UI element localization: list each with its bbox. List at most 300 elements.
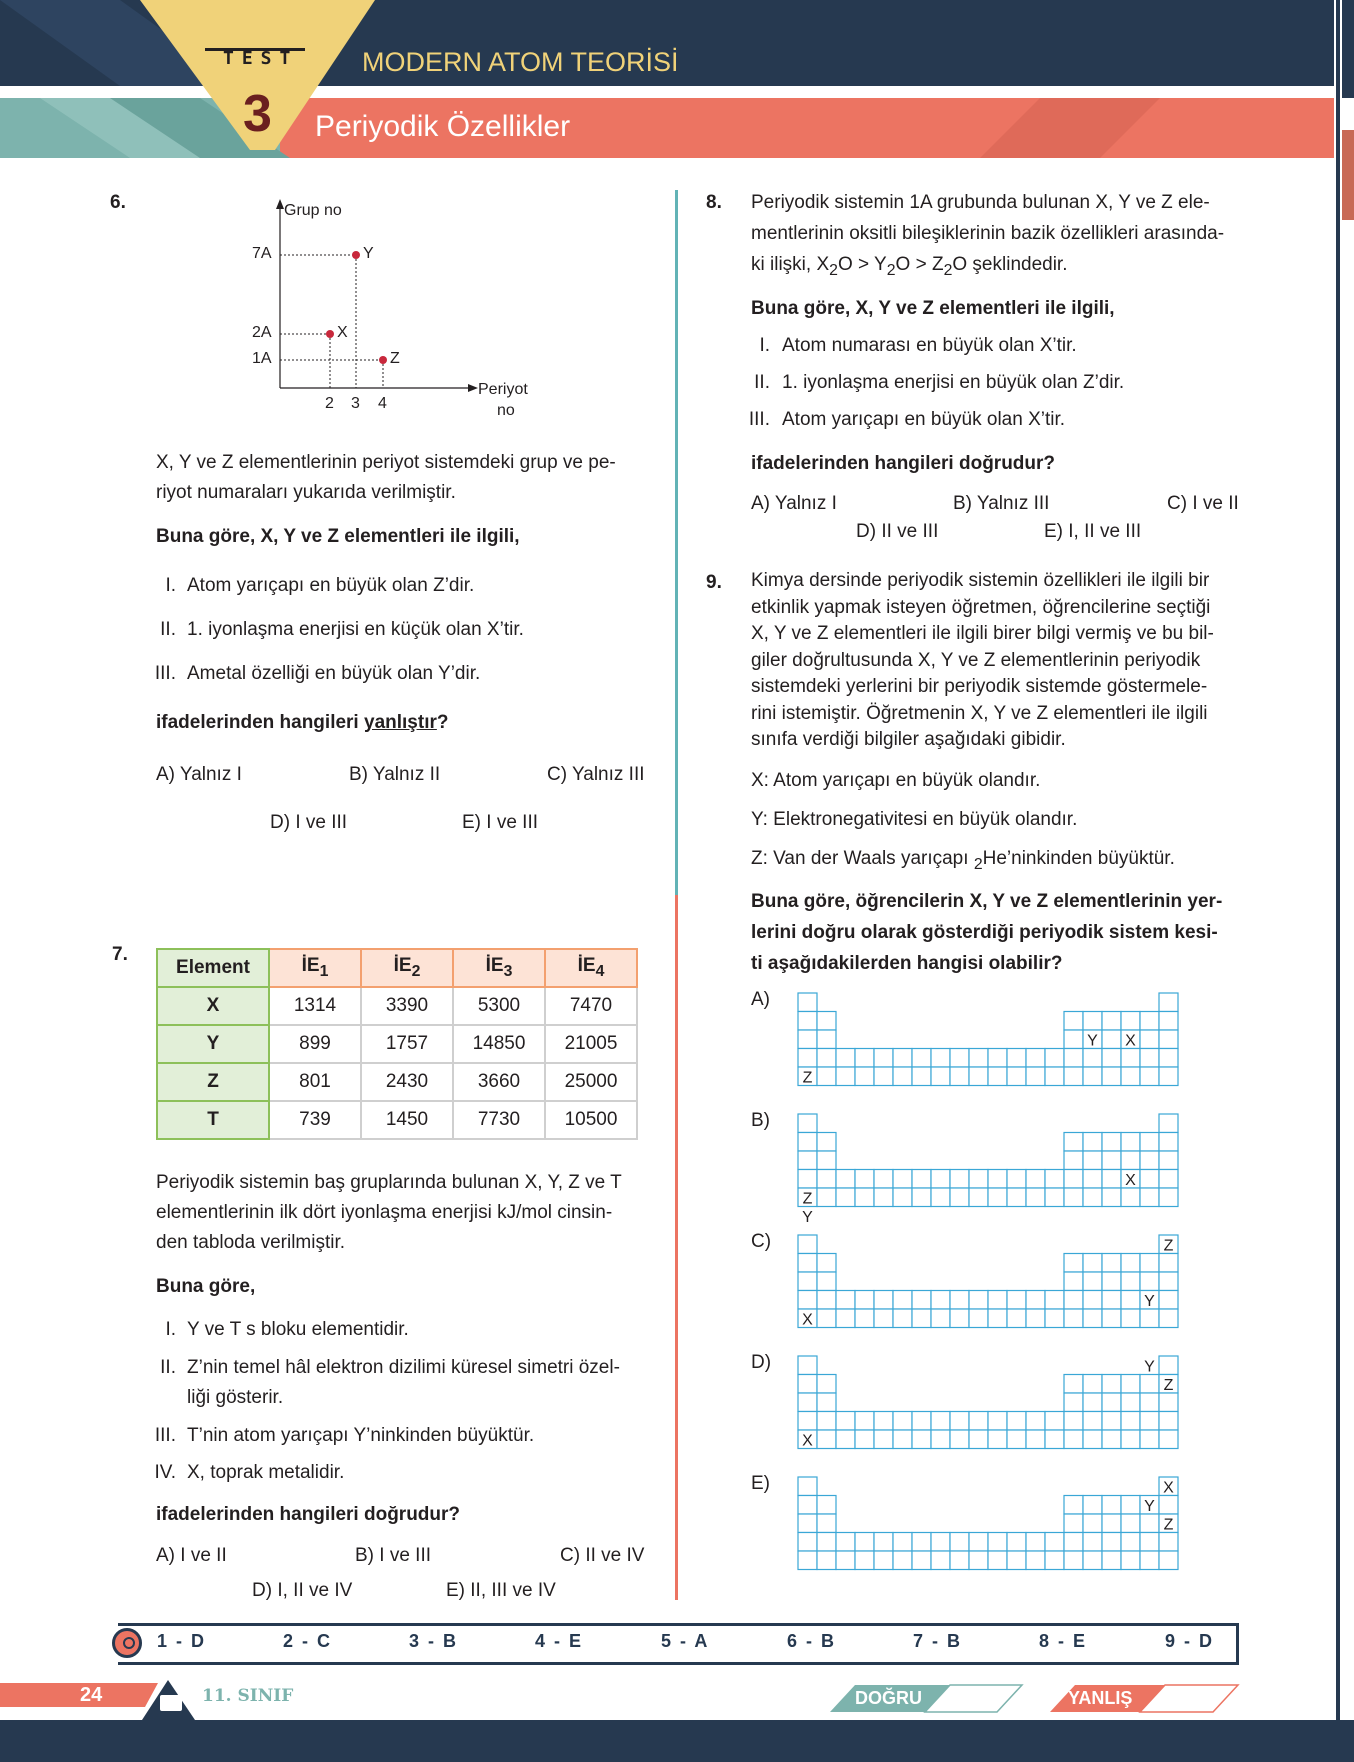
test-label: TEST: [223, 48, 299, 69]
pt-cell: [1159, 1151, 1178, 1170]
pt-cell: [1102, 1393, 1121, 1412]
q8-question: ifadelerinden hangileri doğrudur?: [751, 453, 1056, 474]
pt-cell: [950, 1533, 969, 1552]
pt-cell: [893, 1412, 912, 1431]
column-divider-bottom: [675, 895, 678, 1600]
pt-cell: [969, 1309, 988, 1328]
pt-cell: [855, 1412, 874, 1431]
pt-cell: [1007, 1049, 1026, 1068]
pt-cell: [1140, 1430, 1159, 1449]
pt-cell: [1102, 1533, 1121, 1552]
pt-cell: [950, 1291, 969, 1310]
table-cell: T: [157, 1101, 269, 1139]
pt-cell: [1083, 1514, 1102, 1533]
q6-option-c[interactable]: C) Yalnız III: [547, 764, 645, 785]
pt-cell: [1045, 1067, 1064, 1086]
pt-cell: [798, 1291, 817, 1310]
q9-table-d: [795, 1353, 1195, 1458]
q7-intro-2: elementlerinin ilk dört iyonlaşma enerjisi kJ/mol cinsin-: [156, 1202, 613, 1223]
pt-cell: [1026, 1291, 1045, 1310]
q6-number: 6.: [110, 192, 126, 213]
pt-label-x: X: [802, 1311, 813, 1329]
header-decoration: [0, 0, 1354, 160]
pt-cell: [912, 1188, 931, 1207]
answer-4: 4 - E: [535, 1631, 584, 1651]
pt-cell: [1140, 1514, 1159, 1533]
q8-option-e[interactable]: E) I, II ve III: [1044, 521, 1142, 542]
pt-cell: [1102, 1514, 1121, 1533]
pt-cell: [836, 1188, 855, 1207]
q8-s2-num: II.: [754, 372, 770, 393]
pt-cell: [969, 1188, 988, 1207]
pt-cell: [1083, 1170, 1102, 1189]
pt-cell: [817, 1188, 836, 1207]
pt-cell: [817, 1514, 836, 1533]
pt-cell: [874, 1533, 893, 1552]
pt-label-y: Y: [1144, 1358, 1155, 1376]
pt-label-y: Y: [1144, 1498, 1155, 1515]
q8-s2-text: 1. iyonlaşma enerjisi en büyük olan Z’dir.: [782, 372, 1125, 393]
q6-s2-text: 1. iyonlaşma enerjisi en küçük olan X’tir.: [187, 619, 524, 640]
pt-cell: [798, 1254, 817, 1273]
q8-option-b[interactable]: B) Yalnız III: [953, 493, 1050, 514]
pt-cell: [874, 1291, 893, 1310]
pt-cell: [1083, 1412, 1102, 1431]
pt-cell: [1140, 1151, 1159, 1170]
pt-cell: [817, 1049, 836, 1068]
pt-cell: [893, 1551, 912, 1570]
q7-question: ifadelerinden hangileri doğrudur?: [156, 1504, 461, 1525]
q7-s2-num: II.: [160, 1357, 176, 1378]
pt-cell: [798, 1170, 817, 1189]
table-header-ie3: $İE_3$: [453, 949, 545, 987]
grade-label: 11. SINIF: [202, 1686, 294, 1706]
q8-option-d[interactable]: D) II ve III: [856, 521, 939, 542]
q6-tick-1a: 1A: [252, 350, 272, 367]
pt-cell: [1083, 1049, 1102, 1068]
pt-cell: [1159, 1272, 1178, 1291]
pt-cell: [1007, 1533, 1026, 1552]
pt-cell: [798, 1272, 817, 1291]
pt-cell: [817, 1393, 836, 1412]
pt-cell: [1064, 1393, 1083, 1412]
pt-cell: [1064, 1496, 1083, 1515]
pt-cell: [969, 1533, 988, 1552]
pt-cell: [1064, 1375, 1083, 1394]
pt-cell: [1007, 1067, 1026, 1086]
q7-s3-num: III.: [154, 1425, 176, 1446]
pt-cell: [912, 1551, 931, 1570]
pt-cell: [988, 1551, 1007, 1570]
q7-option-e[interactable]: E) II, III ve IV: [446, 1580, 556, 1601]
q9-lead-3: ti aşağıdakilerden hangisi olabilir?: [751, 953, 1063, 974]
q8-option-c[interactable]: C) I ve II: [1167, 493, 1239, 514]
pt-cell: [931, 1309, 950, 1328]
pt-cell: [1159, 1496, 1178, 1515]
q8-s1-num: I.: [759, 335, 770, 356]
q7-option-c[interactable]: C) II ve IV: [560, 1545, 645, 1566]
q6-point-z: [379, 356, 387, 364]
q9-option-a[interactable]: A): [751, 989, 770, 1010]
pt-cell: [988, 1291, 1007, 1310]
pt-cell: [1026, 1412, 1045, 1431]
pt-cell: [1026, 1170, 1045, 1189]
table-cell: 21005: [545, 1025, 637, 1063]
q6-option-a[interactable]: A) Yalnız I: [156, 764, 242, 785]
q6-intro-2: riyot numaraları yukarıda verilmiştir.: [156, 482, 456, 503]
pt-cell: [1083, 1188, 1102, 1207]
table-cell: X: [157, 987, 269, 1025]
pt-cell: [1102, 1291, 1121, 1310]
pt-label-z: Z: [1163, 1516, 1174, 1534]
q7-option-b[interactable]: B) I ve III: [355, 1545, 432, 1566]
q9-lead-2: lerini doğru olarak gösterdiği periyodik sistem kesi-: [751, 922, 1218, 943]
pt-cell: [1083, 1272, 1102, 1291]
pt-label-x: X: [1125, 1172, 1136, 1189]
pt-cell: [1083, 1133, 1102, 1152]
table-cell: 25000: [545, 1063, 637, 1101]
pt-cell: [1083, 1254, 1102, 1273]
pt-cell: [1064, 1412, 1083, 1431]
q6-graph: [240, 195, 560, 425]
pt-cell: [1064, 1309, 1083, 1328]
pt-cell: [798, 1049, 817, 1068]
q7-s4-num: IV.: [154, 1462, 176, 1483]
pt-cell: [950, 1170, 969, 1189]
q7-option-d[interactable]: D) I, II ve IV: [252, 1580, 353, 1601]
pt-cell: [817, 1291, 836, 1310]
pt-cell: [855, 1170, 874, 1189]
table-row: [157, 1025, 637, 1063]
pt-cell: [1064, 1514, 1083, 1533]
pt-cell: [1064, 1291, 1083, 1310]
q6-label-z: Z: [390, 350, 400, 367]
pt-cell: [1064, 1133, 1083, 1152]
pt-cell: [1159, 1133, 1178, 1152]
pt-cell: [1007, 1412, 1026, 1431]
pt-cell: [1102, 1496, 1121, 1515]
q6-s2-num: II.: [160, 619, 176, 640]
pt-cell: [1121, 1188, 1140, 1207]
q6-label-x: X: [337, 324, 348, 341]
pt-cell: [1083, 1393, 1102, 1412]
q8-lead: Buna göre, X, Y ve Z elementleri ile ilgili,: [751, 298, 1115, 319]
pt-cell: [1102, 1170, 1121, 1189]
pt-cell: [969, 1412, 988, 1431]
pt-cell: [1159, 1356, 1178, 1375]
pt-label-z: Z: [802, 1069, 813, 1087]
pt-cell: [988, 1188, 1007, 1207]
q8-s1-text: Atom numarası en büyük olan X’tir.: [782, 335, 1077, 356]
pt-cell: [798, 1375, 817, 1394]
pt-cell: [1140, 1133, 1159, 1152]
q6-option-d[interactable]: D) I ve III: [270, 812, 348, 833]
table-header-row: [157, 949, 637, 987]
pt-cell: [798, 1551, 817, 1570]
pt-cell: [1102, 1309, 1121, 1328]
table-row: [157, 1063, 637, 1101]
q9-intro: [751, 568, 1214, 754]
table-cell: 2430: [361, 1063, 453, 1101]
sidebar-tab-coral: [1342, 130, 1354, 220]
pt-cell: [988, 1067, 1007, 1086]
pt-cell: [1083, 1496, 1102, 1515]
pt-cell: [1007, 1430, 1026, 1449]
table-cell: 10500: [545, 1101, 637, 1139]
pt-cell: [950, 1430, 969, 1449]
pt-cell: [1121, 1151, 1140, 1170]
pt-cell: [1064, 1272, 1083, 1291]
pt-cell: [798, 1235, 817, 1254]
pt-cell: [1159, 1030, 1178, 1049]
pt-label-z: Z: [1163, 1377, 1174, 1394]
q6-question: ifadelerinden hangileri yanlıştır?: [156, 712, 449, 733]
pt-cell: [1064, 1188, 1083, 1207]
pt-cell: [931, 1049, 950, 1068]
pt-cell: [1064, 1012, 1083, 1031]
pt-cell: [1140, 1272, 1159, 1291]
pt-cell: [1064, 1170, 1083, 1189]
q6-point-y: [352, 251, 360, 259]
pt-cell: [893, 1049, 912, 1068]
pt-cell: [1140, 1012, 1159, 1031]
pt-cell: [1064, 1067, 1083, 1086]
table-cell: 3390: [361, 987, 453, 1025]
table-cell: Y: [157, 1025, 269, 1063]
pt-cell: [817, 1496, 836, 1515]
pt-cell: [969, 1067, 988, 1086]
table-header-ie1: $İE_1$: [269, 949, 361, 987]
pt-cell: [798, 1393, 817, 1412]
pt-cell: [1159, 1533, 1178, 1552]
table-header-element: Element: [157, 949, 269, 987]
pt-cell: [912, 1291, 931, 1310]
table-cell: 899: [269, 1025, 361, 1063]
pt-cell: [836, 1309, 855, 1328]
answer-6: 6 - B: [787, 1631, 837, 1651]
pt-cell: [855, 1551, 874, 1570]
pt-label-y: Y: [1087, 1032, 1098, 1050]
pt-cell: [874, 1309, 893, 1328]
pt-cell: [1045, 1291, 1064, 1310]
q8-intro-2: mentlerinin oksitli bileşiklerinin bazik özellikleri arasında-: [751, 223, 1225, 244]
pt-cell: [1064, 1533, 1083, 1552]
pt-cell: [1083, 1012, 1102, 1031]
pt-cell: [1026, 1309, 1045, 1328]
pt-cell: [1026, 1049, 1045, 1068]
table-cell: 7470: [545, 987, 637, 1025]
pt-cell: [912, 1533, 931, 1552]
q9-intro-line: X, Y ve Z elementleri ile ilgili birer bilgi vermiş ve bu bil-: [751, 623, 1214, 644]
pt-cell: [874, 1067, 893, 1086]
table-cell: 3660: [453, 1063, 545, 1101]
pt-label-x: X: [1125, 1032, 1136, 1050]
sidebar-tab-navy: [1342, 0, 1354, 98]
q6-s3-num: III.: [154, 663, 176, 684]
answer-9: 9 - D: [1165, 1631, 1215, 1651]
pt-cell: [855, 1430, 874, 1449]
q9-intro-line: sınıfa verdiği bilgiler aşağıdaki gibidir.: [751, 729, 1066, 750]
table-cell: 1757: [361, 1025, 453, 1063]
pt-cell: [817, 1012, 836, 1031]
pt-cell: [1159, 1170, 1178, 1189]
pt-cell: [1045, 1430, 1064, 1449]
pt-cell: [1159, 993, 1178, 1012]
pt-cell: [855, 1309, 874, 1328]
pt-cell: [1159, 1188, 1178, 1207]
pt-cell: [1159, 1067, 1178, 1086]
q8-intro-1: Periyodik sistemin 1A grubunda bulunan X, Y ve Z ele-: [751, 192, 1210, 213]
pt-cell: [1121, 1393, 1140, 1412]
pt-cell: [969, 1291, 988, 1310]
pt-cell: [1064, 1551, 1083, 1570]
q9-clue-y: Y: Elektronegativitesi en büyük olandır.: [751, 809, 1078, 830]
pt-cell: [1102, 1412, 1121, 1431]
pt-cell: [798, 1533, 817, 1552]
pt-cell: [1159, 1114, 1178, 1133]
pt-cell: [1121, 1049, 1140, 1068]
q9-number: 9.: [706, 572, 722, 593]
pt-cell: [798, 1477, 817, 1496]
q9-lead-1: Buna göre, öğrencilerin X, Y ve Z elementlerinin yer-: [751, 891, 1223, 912]
pt-cell: [969, 1551, 988, 1570]
pt-cell: [1045, 1412, 1064, 1431]
q9-option-c[interactable]: C): [751, 1231, 772, 1252]
pt-cell: [1102, 1272, 1121, 1291]
q6-option-b[interactable]: B) Yalnız II: [349, 764, 441, 785]
q6-lead: Buna göre, X, Y ve Z elementleri ile ilgili,: [156, 526, 520, 547]
pt-cell: [1045, 1188, 1064, 1207]
pt-cell: [855, 1188, 874, 1207]
pt-cell: [931, 1067, 950, 1086]
q9-option-d[interactable]: D): [751, 1352, 772, 1373]
pt-cell: [950, 1412, 969, 1431]
pt-cell: [1045, 1533, 1064, 1552]
pt-cell: [1159, 1412, 1178, 1431]
pt-cell: [950, 1309, 969, 1328]
pt-cell: [988, 1533, 1007, 1552]
q7-option-a[interactable]: A) I ve II: [156, 1545, 227, 1566]
pt-cell: [969, 1430, 988, 1449]
pt-label-x: X: [1163, 1479, 1174, 1497]
pt-cell: [817, 1412, 836, 1431]
pt-cell: [1102, 1133, 1121, 1152]
q7-intro-1: Periyodik sistemin baş gruplarında bulunan X, Y, Z ve T: [156, 1172, 622, 1193]
answer-7: 7 - B: [913, 1631, 963, 1651]
q9-option-e[interactable]: E): [751, 1473, 770, 1494]
q9-intro-line: sistemdeki yerlerini bir periyodik sistemde göstermele-: [751, 676, 1208, 697]
pt-cell: [988, 1412, 1007, 1431]
pt-cell: [1083, 1533, 1102, 1552]
q8-option-a[interactable]: A) Yalnız I: [751, 493, 837, 514]
table-row: [157, 987, 637, 1025]
pt-cell: [1140, 1030, 1159, 1049]
pt-cell: [1102, 1375, 1121, 1394]
pt-cell: [817, 1170, 836, 1189]
pt-cell: [1159, 1309, 1178, 1328]
pt-label-z: Z: [1163, 1237, 1174, 1255]
table-cell: 7730: [453, 1101, 545, 1139]
pt-cell: [836, 1291, 855, 1310]
pt-cell: [874, 1412, 893, 1431]
pt-cell: [1083, 1375, 1102, 1394]
pt-cell: [893, 1188, 912, 1207]
q7-intro-3: den tabloda verilmiştir.: [156, 1232, 346, 1253]
pt-cell: [1140, 1188, 1159, 1207]
pt-cell: [798, 1114, 817, 1133]
book-icon: [160, 1695, 182, 1711]
pt-cell: [836, 1533, 855, 1552]
q6-option-e[interactable]: E) I ve III: [462, 812, 539, 833]
q7-s4-text: X, toprak metalidir.: [187, 1462, 345, 1483]
pt-cell: [931, 1412, 950, 1431]
pt-cell: [1140, 1412, 1159, 1431]
pt-cell: [1159, 1430, 1178, 1449]
pt-cell: [1159, 1049, 1178, 1068]
pt-cell: [1140, 1393, 1159, 1412]
pt-cell: [817, 1151, 836, 1170]
pt-cell: [798, 1356, 817, 1375]
pt-cell: [855, 1533, 874, 1552]
q6-x-axis-label-2: no: [497, 402, 515, 419]
q9-intro-line: Kimya dersinde periyodik sistemin özellikleri ile ilgili bir: [751, 570, 1210, 591]
pt-cell: [798, 1012, 817, 1031]
pt-cell: [969, 1049, 988, 1068]
pt-cell: [969, 1170, 988, 1189]
q6-tick-2: 2: [325, 395, 334, 412]
pt-label-x: X: [802, 1432, 813, 1450]
q8-s3-text: Atom yarıçapı en büyük olan X’tir.: [782, 409, 1066, 430]
q9-option-b[interactable]: B): [751, 1110, 770, 1131]
q9-clue-z: Z: Van der Waals yarıçapı $_2$He’ninkinden büyüktür.: [751, 848, 1175, 873]
pt-cell: [817, 1254, 836, 1273]
pt-cell: [1102, 1188, 1121, 1207]
answer-5: 5 - A: [661, 1631, 710, 1651]
q9-intro-line: giler doğrultusunda X, Y ve Z elementlerinin periyodik: [751, 649, 1201, 671]
pt-cell: [912, 1412, 931, 1431]
pt-cell: [1007, 1551, 1026, 1570]
pt-cell: [855, 1291, 874, 1310]
pt-cell: [1121, 1254, 1140, 1273]
pt-cell: [798, 1030, 817, 1049]
q7-lead: Buna göre,: [156, 1276, 256, 1297]
pt-cell: [855, 1067, 874, 1086]
q7-s2-text-cont: liği gösterir.: [187, 1387, 284, 1408]
pt-cell: [893, 1291, 912, 1310]
q6-tick-7a: 7A: [252, 245, 272, 262]
pt-label-y: Y: [802, 1209, 813, 1226]
q8-number: 8.: [706, 192, 722, 213]
q6-x-axis-label: Periyot: [478, 381, 528, 398]
q9-table-e: [795, 1474, 1195, 1579]
table-cell: 801: [269, 1063, 361, 1101]
pt-cell: [817, 1430, 836, 1449]
pt-cell: [988, 1430, 1007, 1449]
pt-cell: [1121, 1533, 1140, 1552]
sidebar-line: [1336, 0, 1340, 1762]
pt-cell: [798, 1151, 817, 1170]
pt-cell: [1159, 1551, 1178, 1570]
q6-intro-1: X, Y ve Z elementlerinin periyot sistemdeki grup ve pe-: [156, 452, 616, 473]
pt-cell: [1140, 1049, 1159, 1068]
pt-cell: [1102, 1430, 1121, 1449]
pt-cell: [836, 1049, 855, 1068]
q6-label-y: Y: [363, 245, 374, 262]
pt-cell: [1026, 1188, 1045, 1207]
answer-3: 3 - B: [409, 1631, 459, 1651]
correct-label: DOĞRU: [855, 1688, 922, 1708]
q7-s3-text: T’nin atom yarıçapı Y’ninkinden büyüktür.: [187, 1425, 535, 1446]
